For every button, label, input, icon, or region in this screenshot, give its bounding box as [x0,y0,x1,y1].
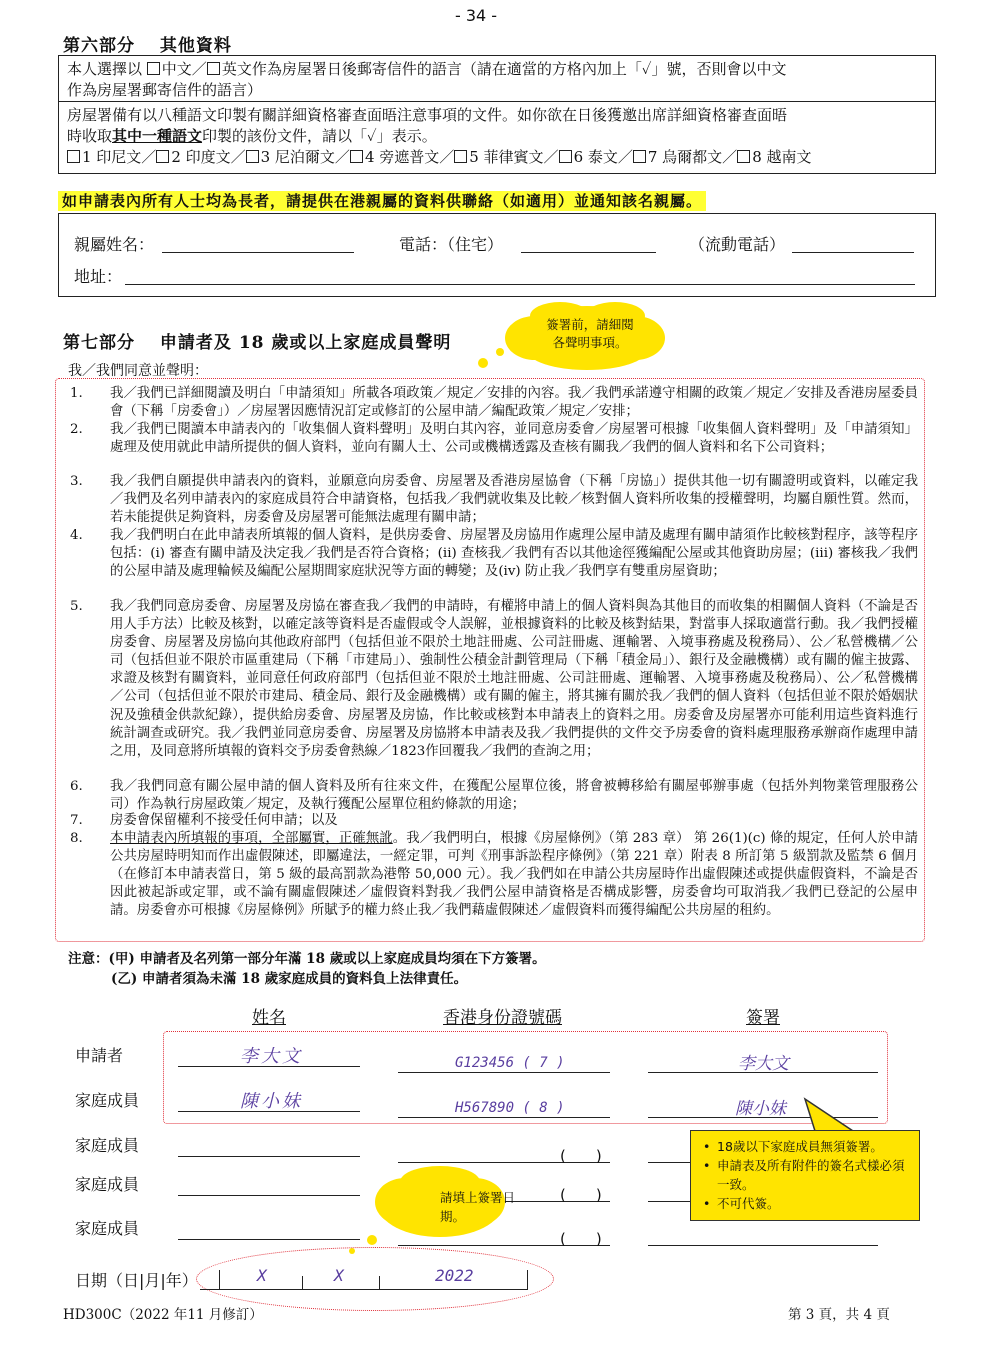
header-name: 姓名 [252,1008,286,1028]
item-body: 我／我們已閱讀本申請表內的「收集個人資料聲明」及明白其內容，並同意房委會／房屋署可根據「收集個人資料聲明」及「申請須知」處理及使用就此申請所提供的個人資料，並向有關人士、公司或機構透露及查核有關我／我們的個人資料和名下公司資料； [110,422,918,456]
tip-item [703,1137,911,1156]
relative-mobile-field[interactable] [792,252,914,253]
tip-item [703,1194,911,1213]
date-month[interactable]: X [334,1266,344,1285]
item-number: 1. [70,386,83,401]
member-name-value: 李大文 [240,1046,303,1067]
row-role-label: 家庭成員 [75,1219,140,1238]
item-body: 我／我們同意房委會、房屋署及房協在審查我／我們的申請時，有權將申請上的個人資料與為其他目的而收集的相關個人資料（不論是否用人手方法）比較及核對，以確定該等資料是否虛假或令人誤解，並根據資料的比較及核對結果，對當事人採取適當行動。我／我們授權房委會、房屋署及房協向其他政府部門（包括但並不限於土地註冊處、公司註冊處、運輸署、入境事務處及稅務局）、公／私營機構／公司（包括但並不限於市區重建局（下稱「市建局」）、強制性公積金計劃管理局（下稱「積金局」）、銀行及金融機構）或有關的僱主披露、求證及核對有關資料，並同意任何政府部門（包括但並不限於土地註冊處、公司註冊處、運輸署、入境事務處及稅務局）、公／私營機構／公司（包括但並不限於市建局、積金局、銀行及金融機構）或有關的僱主，將其擁有關於我／我們的個人資料（包括但並不限於婚姻狀況及強積金供款紀錄），提供給房委會、房屋署及房協，作比較或核對本申請表上的資料之用。房委會及房屋署亦可能利用這些資料進行統計調查或研究。我／我們並同意房委會、房屋署及房協將本申請表及我／我們提供的文件交予房委會的資料處理服務承辦商作處理申請之用，及同意將所填報的資料交予房委會熱線／1823作回覆我／我們的查詢之用； [110,599,918,759]
bullet-icon: • [703,1139,711,1154]
language-checkbox-2[interactable] [156,150,169,163]
date-highlight [196,1247,554,1311]
member-signature-value: 李大文 [738,1054,789,1074]
language-checkbox-8[interactable] [737,150,750,163]
item-emphasis: 本申請表內所填報的事項，全部屬實，正確無訛 [110,831,393,846]
item-text [110,778,918,814]
item-text [110,598,918,761]
id-number-value: ( ) [560,1147,602,1165]
name-field[interactable] [178,1195,360,1196]
item-number: 5. [70,599,83,614]
header-signature: 簽署 [746,1008,780,1028]
language-checkbox-4[interactable] [350,150,363,163]
language-option-label: 4 旁遮普文／ [364,148,455,166]
relative-mobile-label: （流動電話） [689,235,786,254]
item-number: 6. [70,779,83,794]
item-body: 我／我們明白在此申請表所填報的個人資料，是供房委會、房屋署及房協用作處理公屋申請及處理有關申請須作比較核對程序，該等程序包括：(i) 審查有關申請及決定我／我們是否符合資格；(ii) 查核我／我們有否以其他途徑獲編配公屋或其他資助房屋；(iii) 審核我／我們的公屋申請及處理輪候及編配公屋期間家庭狀況等方面的轉變；及(iv) 防止我／我們享有雙重房屋資助； [110,528,918,580]
item-text [110,830,918,920]
name-field[interactable] [178,1156,360,1157]
id-field[interactable] [398,1117,610,1118]
interview-language-row: 房屋署備有以八種語文印製有關詳細資格審查面晤注意事項的文件。如你欲在日後獲邀出席詳細資格審查面晤 時收取其中一種語文印製的該份文件，請以「✓」表示。 1 印尼文／ 2 印度文／ 3 尼泊爾文／ 4 旁遮普文／ 5 菲律賓文／ 6 泰文／ 7 烏爾都文／ 8 越南文 [67,106,812,166]
item-body: 我／我們已詳細閱讀及明白「申請須知」所載各項政策／規定／安排的內容。我／我們承諾遵守相關的政策／規定／安排及香港房屋委員會（下稱「房委會」）／房屋署因應情況訂定或修訂的公屋申請／編配政策／規定／安排； [110,386,918,420]
language-option-label: 7 烏爾都文／ [647,148,738,166]
language-option-label: 5 菲律賓文／ [469,148,559,166]
page-count: 第 3 頁，共 4 頁 [788,1307,890,1323]
language-choice-row: 本人選擇以 中文／ 英文作為房屋署日後郵寄信件的語言（請在適當的方格內加上「✓」號，否則會以中文 作為房屋署郵寄信件的語言） [59,56,935,102]
language-options [67,148,812,166]
relative-address-field[interactable] [125,284,915,285]
tip-item [703,1156,911,1194]
item-number: 7. [70,813,83,828]
page-number: - 34 - [455,6,498,25]
date-label: 日期（日|月|年） [75,1271,198,1290]
elderly-notice: 如申請表內所有人士均為長者，請提供在港親屬的資料供聯絡（如適用）並通知該名親屬。 [58,190,706,211]
language-option-label: 2 印度文／ [171,148,246,166]
item-text [110,473,918,527]
row-role-label: 申請者 [75,1046,124,1065]
relative-name-label: 親屬姓名： [74,235,155,254]
part6-box [58,55,936,174]
date-bubble-text: 請填上簽署日期。 [440,1190,516,1224]
relative-phone-label: 電話：（住宅） [399,235,504,254]
id-field[interactable] [398,1072,610,1073]
form-code: HD300C（2022 年11 月修訂） [63,1307,263,1323]
relative-name-field[interactable] [162,252,354,253]
tip-text: 18歲以下家庭成員無須簽署。 [717,1139,883,1154]
language-option-label: 8 越南文 [752,148,812,166]
tip-text: 申請表及所有附件的簽名式樣必須一致。 [717,1158,905,1192]
language-option-label: 1 印尼文／ [82,148,157,166]
language-checkbox-1[interactable] [67,150,80,163]
row-role-label: 家庭成員 [75,1136,140,1155]
note-b: (乙) 申請者須為未滿 18 歲家庭成員的資料負上法律責任。 [111,971,468,987]
row-role-label: 家庭成員 [75,1091,140,1110]
item-body: 我／我們自願提供申請表內的資料，並願意向房委會、房屋署及香港房屋協會（下稱「房協」）提供其他一切有關證明或資料，以確定我／我們及名列申請表內的家庭成員符合申請資格，包括我／我們就收集及比較／核對個人資料所收集的授權聲明，均屬自願性質。然而，若未能提供足夠資料，房委會及房屋署可能無法處理有關申請； [110,474,918,526]
id-number-value: G123456 ( 7 ) [455,1055,565,1071]
id-number-value: H567890 ( 8 ) [455,1100,565,1116]
name-field[interactable] [178,1239,360,1240]
part7-title: 第七部分 申請者及 18 歲或以上家庭成員聲明 [63,333,452,353]
reminder-bubble-text: 簽署前，請細閱各聲明事項。 [546,317,634,350]
relative-box [58,213,936,297]
signature-field[interactable] [648,1245,878,1246]
item-number: 8. [70,831,83,846]
item-body: 。我／我們明白，根據《房屋條例》（第 283 章） 第 26(1)(c) 條的規定，任何人於申請公共房屋時明知而作出虛假陳述，即屬違法，一經定罪，可判《刑事訴訟程序條例》（第 221 章）附表 8 所訂第 5 級罰款及監禁 6 個月（在修訂本申請表當日，第 5 級的最高罰款為港幣 50,000 元）。我／我們如在申請公共房屋時作出虛假陳述或提供虛假資料，不論是否因此被起訴或定罪，或不論有關虛假陳述／虛假資料對我／我們公屋申請資格是否構成影響，房委會均可取消我／我們已登記的公屋申請。房委會亦可根據《房屋條例》所賦予的權力終止我／我們藉虛假陳述／虛假資料而獲得編配公共房屋的租約。 [110,831,918,919]
item-text [110,812,918,830]
date-year[interactable]: 2022 [435,1266,474,1285]
date-field-line[interactable] [200,1289,528,1290]
tips-box [690,1130,920,1221]
item-text [110,385,918,421]
relative-address-label: 地址： [74,267,123,286]
id-number-value: ( ) [560,1230,602,1248]
item-number: 2. [70,422,83,437]
member-signature-value: 陳小妹 [735,1099,786,1119]
item-body: 我／我們同意有關公屋申請的個人資料及所有往來文件，在獲配公屋單位後，將會被轉移給有關屋邨辦事處（包括外判物業管理服務公司）作為執行房屋政策／規定，及執行獲配公屋單位租約條款的用途； [110,779,918,813]
item-text [110,421,918,457]
date-day[interactable]: X [257,1266,267,1285]
language-option-label: 3 尼泊爾文／ [260,148,350,166]
item-number: 3. [70,474,83,489]
language-checkbox-3[interactable] [246,150,259,163]
item-number: 4. [70,528,83,543]
member-name-value: 陳小妹 [240,1091,303,1112]
chinese-checkbox[interactable] [147,62,160,75]
english-checkbox[interactable] [207,62,220,75]
id-number-value: ( ) [560,1186,602,1204]
tip-text: 不可代簽。 [717,1196,780,1211]
language-checkbox-7[interactable] [633,150,646,163]
note-a: 注意：(甲) 申請者及名列第一部分年滿 18 歲或以上家庭成員均須在下方簽署。 [68,951,546,967]
bullet-icon: • [703,1158,711,1173]
relative-phone-field[interactable] [521,252,656,253]
language-checkbox-5[interactable] [454,150,467,163]
language-option-label: 6 泰文／ [573,148,633,166]
header-id: 香港身份證號碼 [443,1008,562,1028]
bullet-icon: • [703,1196,711,1211]
item-text [110,527,918,581]
row-role-label: 家庭成員 [75,1175,140,1194]
declaration-intro: 我／我們同意並聲明： [68,363,208,379]
language-checkbox-6[interactable] [559,150,572,163]
item-body: 房委會保留權利不接受任何申請；以及 [110,813,338,828]
part6-title: 第六部分 其他資料 [63,36,232,56]
